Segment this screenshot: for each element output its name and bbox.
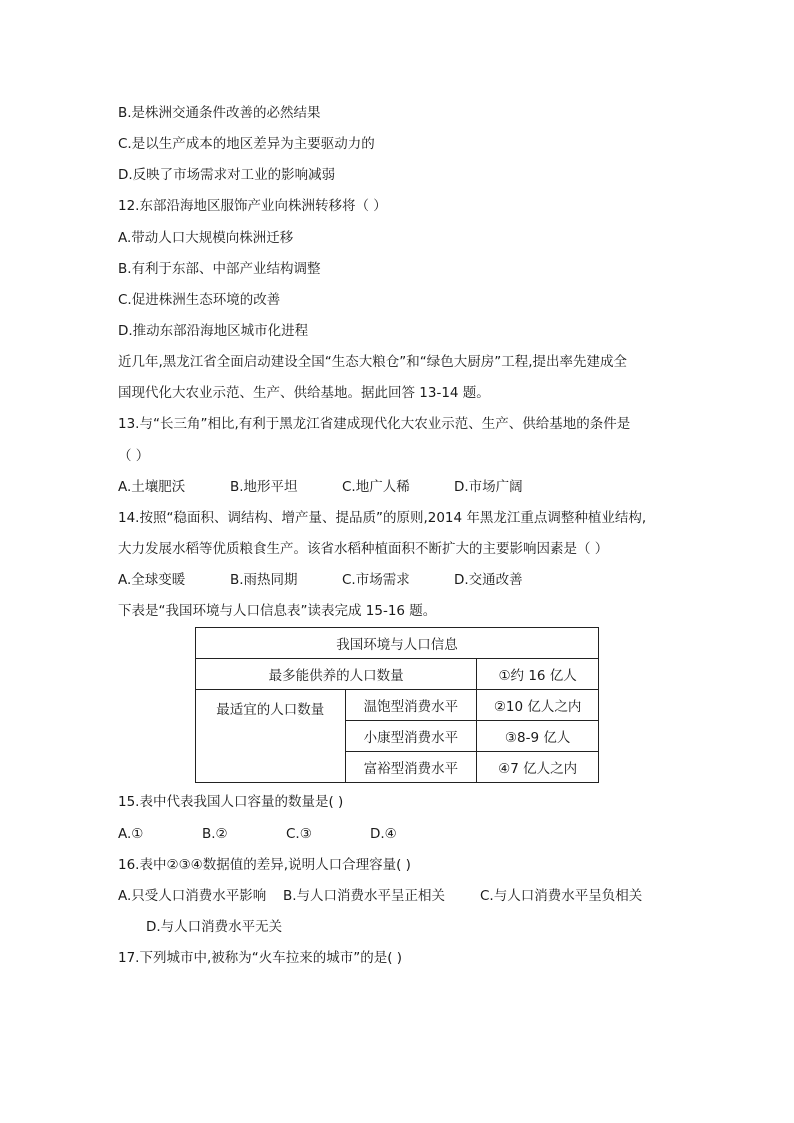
line-b: B.是株洲交通条件改善的必然结果 [118,105,321,121]
consumption-level: 温饱型消费水平 [345,690,477,721]
environment-population-table [195,627,599,783]
option-a: A.全球变暖 [118,572,186,588]
option-d: D.④ [370,826,397,842]
question-13: 13.与“长三角”相比,有利于黑龙江省建成现代化大农业示范、生产、供给基地的条件是 [118,416,631,432]
optimal-population-label: 最适宜的人口数量 [196,690,346,783]
population-value: ④7 亿人之内 [477,752,599,783]
intro-line-1: 近几年,黑龙江省全面启动建设全国“生态大粮仓”和“绿色大厨房”工程,提出率先建成全 [118,354,628,370]
option-b: B.地形平坦 [230,479,298,495]
option-c: C.与人口消费水平呈负相关 [480,888,643,904]
question-15: 15.表中代表我国人口容量的数量是( ) [118,794,344,810]
option-a: A.只受人口消费水平影响 [118,888,267,904]
line-c: C.是以生产成本的地区差异为主要驱动力的 [118,136,375,152]
option-b: B.与人口消费水平呈正相关 [283,888,446,904]
question-17: 17.下列城市中,被称为“火车拉来的城市”的是( ) [118,950,403,966]
question-12-option-a: A.带动人口大规模向株洲迁移 [118,230,294,246]
question-14: 14.按照“稳面积、调结构、增产量、提品质”的原则,2014 年黑龙江重点调整种植业结构, [118,510,647,526]
option-c: C.③ [286,826,312,842]
consumption-level: 小康型消费水平 [345,721,477,752]
question-12: 12.东部沿海地区服饰产业向株洲转移将（ ） [118,198,387,214]
option-a: A.① [118,826,144,842]
option-c: C.地广人稀 [342,479,410,495]
option-d: D.市场广阔 [454,479,523,495]
consumption-level: 富裕型消费水平 [345,752,477,783]
population-value: ②10 亿人之内 [477,690,599,721]
population-value: ③8-9 亿人 [477,721,599,752]
question-13-options [118,477,566,497]
intro-line-2: 国现代化大农业示范、生产、供给基地。据此回答 13-14 题。 [118,385,490,401]
question-16-options [118,886,642,906]
question-16-option-d: D.与人口消费水平无关 [146,919,283,935]
question-13-bracket: （ ） [118,448,150,464]
question-12-option-c: C.促进株洲生态环境的改善 [118,292,281,308]
question-15-options [118,824,454,844]
option-c: C.市场需求 [342,572,410,588]
max-population-value: ①约 16 亿人 [477,659,599,690]
question-14-options [118,570,566,590]
option-b: B.② [202,826,228,842]
table-title: 我国环境与人口信息 [196,628,599,659]
question-12-option-d: D.推动东部沿海地区城市化进程 [118,323,309,339]
question-14-cont: 大力发展水稻等优质粮食生产。该省水稻种植面积不断扩大的主要影响因素是（ ） [118,541,609,557]
max-population-label: 最多能供养的人口数量 [196,659,477,690]
question-12-option-b: B.有利于东部、中部产业结构调整 [118,261,321,277]
line-d: D.反映了市场需求对工业的影响减弱 [118,167,336,183]
option-a: A.土壤肥沃 [118,479,186,495]
table-intro: 下表是“我国环境与人口信息表”读表完成 15-16 题。 [118,603,437,619]
option-b: B.雨热同期 [230,572,298,588]
question-16: 16.表中②③④数据值的差异,说明人口合理容量( ) [118,857,411,873]
option-d: D.交通改善 [454,572,523,588]
